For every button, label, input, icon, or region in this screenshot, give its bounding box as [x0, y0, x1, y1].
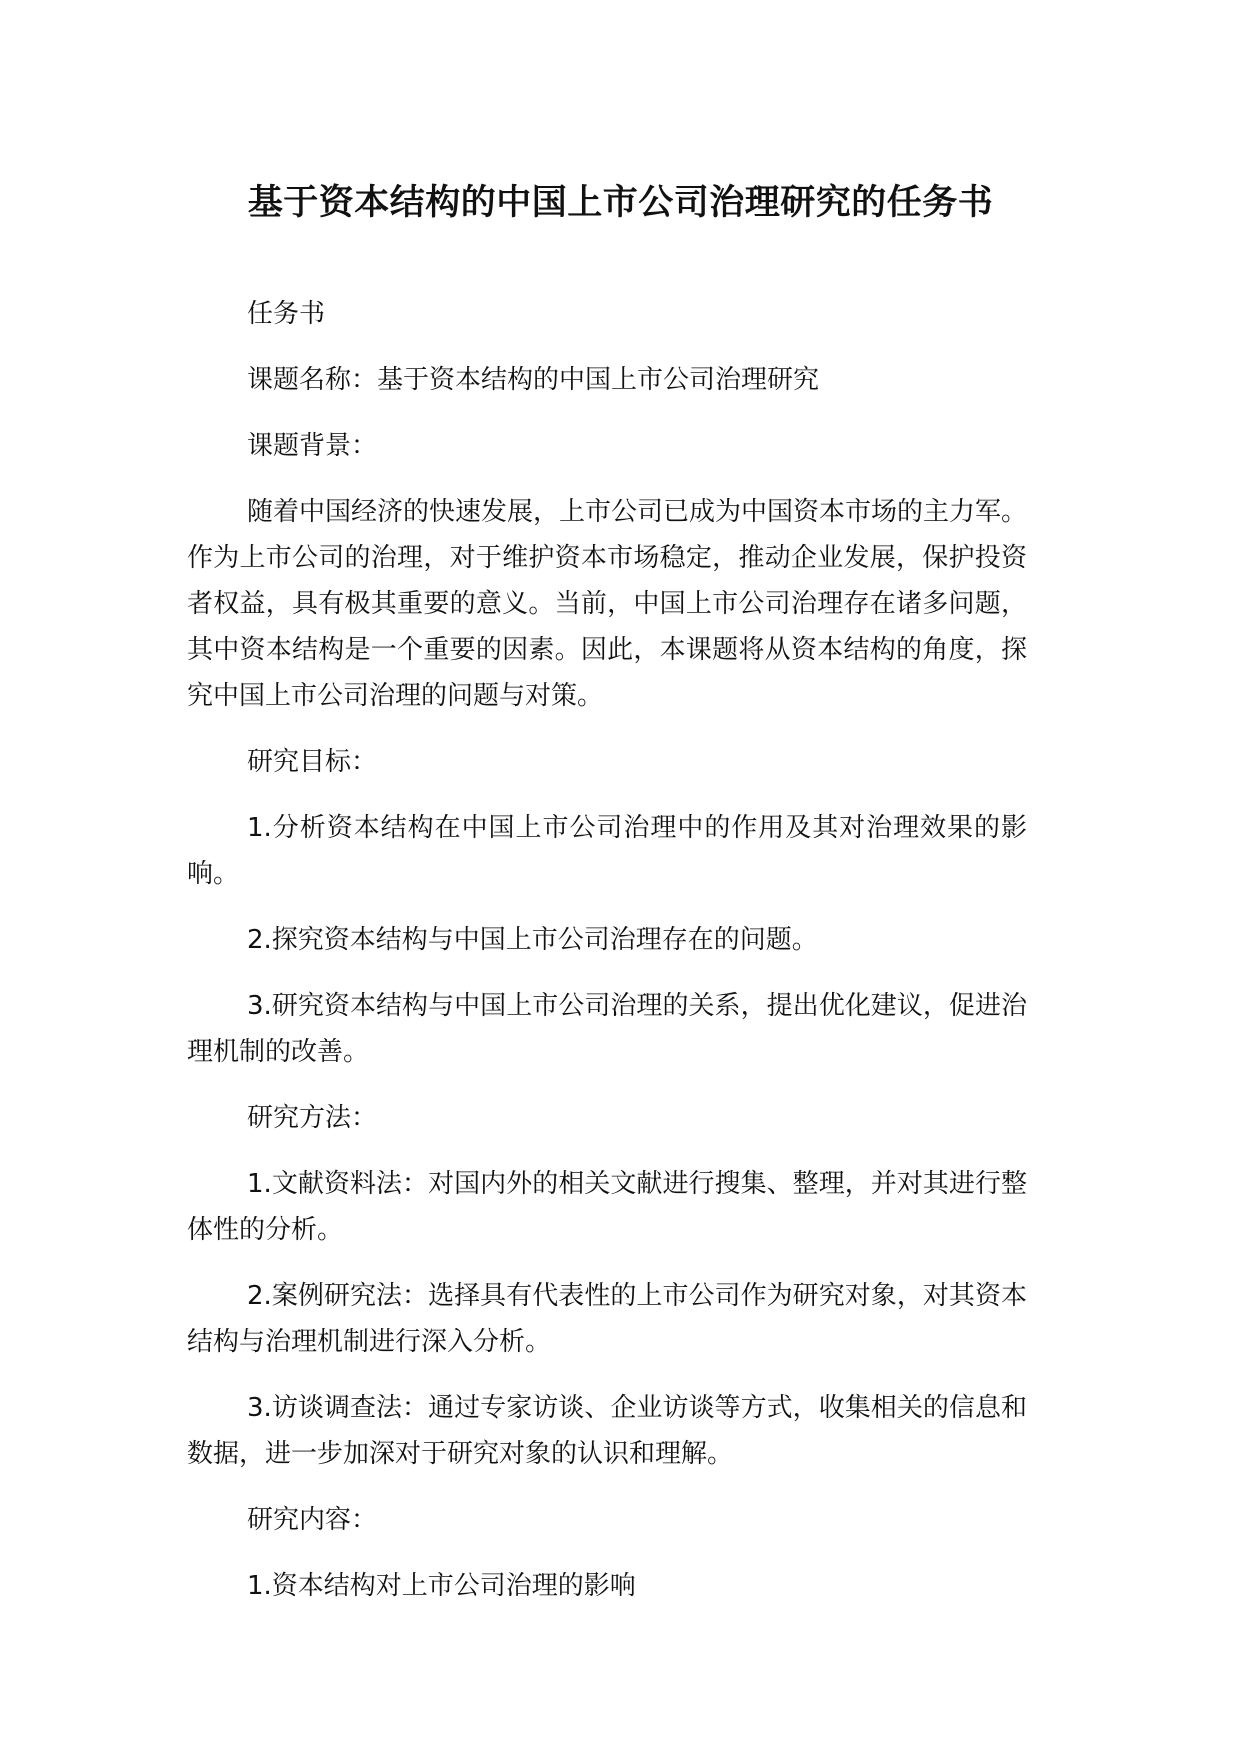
objective-item-3: 3.研究资本结构与中国上市公司治理的关系，提出优化建议，促进治理机制的改善。 [187, 991, 1027, 1067]
paragraph-task-label: 任务书 [247, 299, 326, 329]
paragraph-background: 随着中国经济的快速发展，上市公司已成为中国资本市场的主力军。作为上市公司的治理，对于维护资本市场稳定，推动企业发展，保护投资者权益，具有极其重要的意义。当前，中国上市公司治理存在诸多问题，其中资本结构是一个重要的因素。因此，本课题将从资本结构的角度，探究中国上市公司治理的问题与对策。 [187, 497, 1028, 711]
content-item-1: 1.资本结构对上市公司治理的影响 [247, 1571, 636, 1601]
heading-background: 课题背景： [247, 431, 378, 461]
method-item-2: 2.案例研究法：选择具有代表性的上市公司作为研究对象，对其资本结构与治理机制进行深入分析。 [187, 1281, 1027, 1357]
document-body [187, 291, 1027, 1629]
heading-content: 研究内容： [247, 1505, 378, 1535]
method-item-1: 1.文献资料法：对国内外的相关文献进行搜集、整理，并对其进行整体性的分析。 [187, 1169, 1027, 1245]
objective-item-2: 2.探究资本结构与中国上市公司治理存在的问题。 [247, 925, 818, 955]
method-item-3: 3.访谈调查法：通过专家访谈、企业访谈等方式，收集相关的信息和数据，进一步加深对于研究对象的认识和理解。 [187, 1393, 1027, 1469]
heading-methods: 研究方法： [247, 1103, 378, 1133]
heading-objectives: 研究目标： [247, 747, 378, 777]
paragraph-topic-name: 课题名称：基于资本结构的中国上市公司治理研究 [247, 365, 820, 395]
document-title: 基于资本结构的中国上市公司治理研究的任务书 [247, 183, 994, 223]
objective-item-1: 1.分析资本结构在中国上市公司治理中的作用及其对治理效果的影响。 [187, 813, 1027, 889]
